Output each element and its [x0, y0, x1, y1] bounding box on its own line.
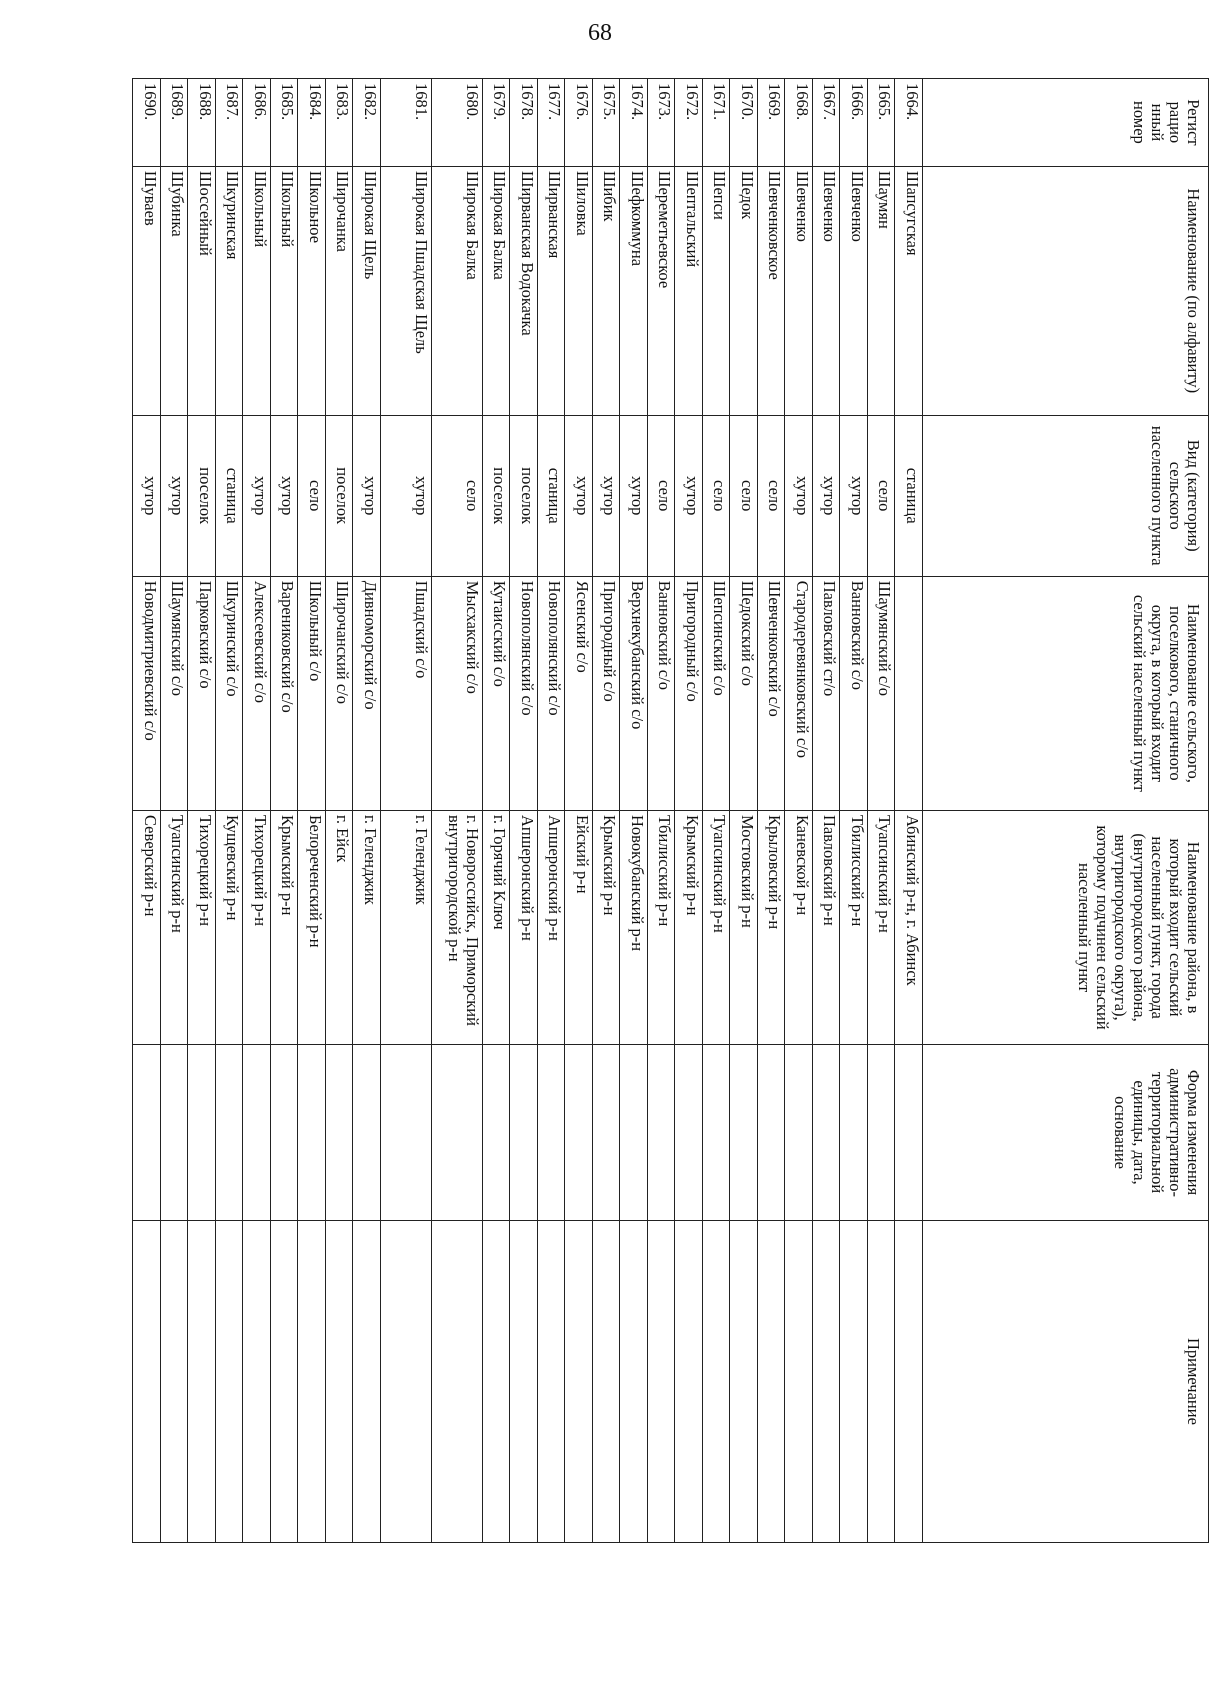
cell-note: [326, 1220, 354, 1542]
cell-note: [432, 1220, 483, 1542]
cell-num: 1675.: [593, 79, 621, 167]
cell-num: 1686.: [243, 79, 271, 167]
cell-note: [565, 1220, 593, 1542]
cell-num: 1665.: [868, 79, 896, 167]
cell-name: Широкая Щель: [353, 166, 381, 415]
cell-num: 1679.: [483, 79, 511, 167]
header-name: Наименование (по алфавиту): [923, 166, 1209, 415]
cell-note: [840, 1220, 868, 1542]
cell-district: Ейский р-н: [565, 810, 593, 1044]
cell-form: [432, 1045, 483, 1221]
cell-district: Тбилисский р-н: [840, 810, 868, 1044]
table-row: [785, 79, 813, 1543]
cell-note: [538, 1220, 566, 1542]
table-header-row: [923, 79, 1209, 1543]
cell-form: [326, 1045, 354, 1221]
cell-form: [483, 1045, 511, 1221]
cell-rural-okrug: Шедокский с/о: [730, 576, 758, 810]
cell-name: Шевченко: [785, 166, 813, 415]
cell-form: [675, 1045, 703, 1221]
cell-type: село: [703, 415, 731, 576]
cell-form: [538, 1045, 566, 1221]
table-body: [133, 79, 923, 1543]
cell-type: станица: [895, 415, 923, 576]
cell-rural-okrug: Алексеевский с/о: [243, 576, 271, 810]
cell-district: Крыловский р-н: [758, 810, 786, 1044]
cell-note: [675, 1220, 703, 1542]
cell-num: 1676.: [565, 79, 593, 167]
cell-num: 1677.: [538, 79, 566, 167]
table-row: [271, 79, 299, 1543]
cell-type: село: [298, 415, 326, 576]
cell-district: г. Геленджик: [353, 810, 381, 1044]
table-row: [161, 79, 189, 1543]
table-row: [326, 79, 354, 1543]
cell-note: [648, 1220, 676, 1542]
cell-type: поселок: [510, 415, 538, 576]
cell-name: Ширванская Водокачка: [510, 166, 538, 415]
cell-rural-okrug: Школьный с/о: [298, 576, 326, 810]
cell-district: Новокубанский р-н: [620, 810, 648, 1044]
cell-type: станица: [216, 415, 244, 576]
cell-district: Тихорецкий р-н: [243, 810, 271, 1044]
cell-note: [730, 1220, 758, 1542]
cell-note: [381, 1220, 432, 1542]
cell-name: Шуваев: [133, 166, 161, 415]
cell-type: хутор: [620, 415, 648, 576]
cell-district: г. Ейск: [326, 810, 354, 1044]
cell-rural-okrug: Ясенский с/о: [565, 576, 593, 810]
table-row: [840, 79, 868, 1543]
cell-note: [813, 1220, 841, 1542]
cell-name: Школьный: [271, 166, 299, 415]
cell-district: Павловский р-н: [813, 810, 841, 1044]
table-row: [593, 79, 621, 1543]
page-number: 68: [588, 20, 612, 46]
cell-num: 1681.: [381, 79, 432, 167]
cell-name: Шаумян: [868, 166, 896, 415]
cell-note: [243, 1220, 271, 1542]
cell-district: Туапсинский р-н: [868, 810, 896, 1044]
cell-type: хутор: [813, 415, 841, 576]
cell-note: [868, 1220, 896, 1542]
cell-note: [161, 1220, 189, 1542]
header-rural-okrug: Наименование сельского, поселкового, станичного округа, в который входит сельский населенный пункт: [923, 576, 1209, 810]
table-row: [813, 79, 841, 1543]
cell-num: 1668.: [785, 79, 813, 167]
settlement-registry-table: [133, 78, 1209, 1543]
cell-num: 1666.: [840, 79, 868, 167]
cell-rural-okrug: Пригородный с/о: [675, 576, 703, 810]
cell-num: 1689.: [161, 79, 189, 167]
cell-note: [895, 1220, 923, 1542]
cell-rural-okrug: Новодмитриевский с/о: [133, 576, 161, 810]
cell-note: [216, 1220, 244, 1542]
cell-num: 1680.: [432, 79, 483, 167]
cell-name: Шапсугская: [895, 166, 923, 415]
cell-district: Крымский р-н: [271, 810, 299, 1044]
table-row: [353, 79, 381, 1543]
cell-name: Шепси: [703, 166, 731, 415]
table-row: [381, 79, 432, 1543]
cell-name: Шереметьевское: [648, 166, 676, 415]
cell-form: [188, 1045, 216, 1221]
cell-form: [271, 1045, 299, 1221]
cell-district: Северский р-н: [133, 810, 161, 1044]
cell-num: 1685.: [271, 79, 299, 167]
cell-note: [271, 1220, 299, 1542]
cell-name: Школьный: [243, 166, 271, 415]
cell-rural-okrug: Верхнекубанский с/о: [620, 576, 648, 810]
cell-type: село: [758, 415, 786, 576]
cell-district: Тбилисский р-н: [648, 810, 676, 1044]
cell-note: [758, 1220, 786, 1542]
cell-name: Шедок: [730, 166, 758, 415]
cell-name: Шефкоммуна: [620, 166, 648, 415]
cell-rural-okrug: Новополянский с/о: [510, 576, 538, 810]
cell-district: Каневской р-н: [785, 810, 813, 1044]
cell-note: [785, 1220, 813, 1542]
cell-type: поселок: [483, 415, 511, 576]
cell-num: 1672.: [675, 79, 703, 167]
table-row: [510, 79, 538, 1543]
cell-note: [298, 1220, 326, 1542]
cell-name: Шубинка: [161, 166, 189, 415]
cell-type: хутор: [133, 415, 161, 576]
cell-rural-okrug: Дивноморский с/о: [353, 576, 381, 810]
cell-district: г. Горячий Ключ: [483, 810, 511, 1044]
cell-form: [648, 1045, 676, 1221]
cell-note: [133, 1220, 161, 1542]
table-row: [675, 79, 703, 1543]
cell-name: Школьное: [298, 166, 326, 415]
header-form: Форма изменения административно-территориальной единицы, дата, основание: [923, 1045, 1209, 1221]
table-row: [868, 79, 896, 1543]
cell-district: Туапсинский р-н: [161, 810, 189, 1044]
cell-form: [620, 1045, 648, 1221]
cell-rural-okrug: Варениковский с/о: [271, 576, 299, 810]
table-row: [895, 79, 923, 1543]
cell-type: село: [648, 415, 676, 576]
table-row: [648, 79, 676, 1543]
cell-form: [868, 1045, 896, 1221]
cell-name: Шоссейный: [188, 166, 216, 415]
cell-rural-okrug: Шаумянский с/о: [868, 576, 896, 810]
cell-num: 1687.: [216, 79, 244, 167]
cell-num: 1667.: [813, 79, 841, 167]
cell-district: Кущевский р-н: [216, 810, 244, 1044]
cell-type: поселок: [188, 415, 216, 576]
cell-type: хутор: [593, 415, 621, 576]
cell-note: [188, 1220, 216, 1542]
cell-name: Шевченковское: [758, 166, 786, 415]
rotated-table-stage: [141, 78, 1209, 1543]
table-row: [243, 79, 271, 1543]
cell-type: поселок: [326, 415, 354, 576]
cell-district: Абинский р-н, г. Абинск: [895, 810, 923, 1044]
cell-district: Крымский р-н: [675, 810, 703, 1044]
cell-rural-okrug: Шкуринский с/о: [216, 576, 244, 810]
cell-form: [298, 1045, 326, 1221]
cell-rural-okrug: Шевченковский с/о: [758, 576, 786, 810]
table-row: [620, 79, 648, 1543]
cell-rural-okrug: Ванновский с/о: [648, 576, 676, 810]
cell-rural-okrug: Пригородный с/о: [593, 576, 621, 810]
cell-rural-okrug: [895, 576, 923, 810]
cell-rural-okrug: Шаумянский с/о: [161, 576, 189, 810]
cell-rural-okrug: Стародеревянковский с/о: [785, 576, 813, 810]
header-num: Регист рацио нный номер: [923, 79, 1209, 167]
cell-num: 1684.: [298, 79, 326, 167]
cell-num: 1664.: [895, 79, 923, 167]
cell-rural-okrug: Широчанский с/о: [326, 576, 354, 810]
cell-type: село: [432, 415, 483, 576]
table-row: [216, 79, 244, 1543]
cell-num: 1690.: [133, 79, 161, 167]
cell-num: 1669.: [758, 79, 786, 167]
table-row: [565, 79, 593, 1543]
cell-type: хутор: [243, 415, 271, 576]
table-row: [133, 79, 161, 1543]
cell-name: Шибик: [593, 166, 621, 415]
cell-form: [243, 1045, 271, 1221]
cell-name: Шептальский: [675, 166, 703, 415]
cell-district: Апшеронский р-н: [538, 810, 566, 1044]
cell-type: хутор: [353, 415, 381, 576]
table-row: [483, 79, 511, 1543]
cell-name: Шкуринская: [216, 166, 244, 415]
cell-district: Апшеронский р-н: [510, 810, 538, 1044]
header-type: Вид (категория) сельского населенного пункта: [923, 415, 1209, 576]
cell-num: 1683.: [326, 79, 354, 167]
cell-form: [510, 1045, 538, 1221]
table-row: [730, 79, 758, 1543]
cell-district: Крымский р-н: [593, 810, 621, 1044]
cell-type: село: [868, 415, 896, 576]
cell-name: Широчанка: [326, 166, 354, 415]
cell-type: хутор: [840, 415, 868, 576]
cell-rural-okrug: Парковский с/о: [188, 576, 216, 810]
cell-form: [730, 1045, 758, 1221]
cell-type: хутор: [381, 415, 432, 576]
cell-form: [758, 1045, 786, 1221]
cell-form: [381, 1045, 432, 1221]
cell-num: 1671.: [703, 79, 731, 167]
cell-district: г. Геленджик: [381, 810, 432, 1044]
cell-name: Широкая Балка: [483, 166, 511, 415]
cell-num: 1673.: [648, 79, 676, 167]
cell-name: Шиловка: [565, 166, 593, 415]
cell-district: Тихорецкий р-н: [188, 810, 216, 1044]
cell-type: хутор: [271, 415, 299, 576]
cell-note: [353, 1220, 381, 1542]
cell-rural-okrug: Шепсинский с/о: [703, 576, 731, 810]
cell-type: хутор: [785, 415, 813, 576]
cell-num: 1688.: [188, 79, 216, 167]
cell-name: Широкая Балка: [432, 166, 483, 415]
cell-district: Белореченский р-н: [298, 810, 326, 1044]
cell-form: [133, 1045, 161, 1221]
cell-name: Широкая Пшадская Щель: [381, 166, 432, 415]
cell-form: [161, 1045, 189, 1221]
cell-form: [785, 1045, 813, 1221]
cell-note: [703, 1220, 731, 1542]
cell-name: Шевченко: [840, 166, 868, 415]
table-row: [758, 79, 786, 1543]
cell-num: 1674.: [620, 79, 648, 167]
cell-form: [565, 1045, 593, 1221]
cell-rural-okrug: Новополянский с/о: [538, 576, 566, 810]
cell-num: 1678.: [510, 79, 538, 167]
cell-form: [813, 1045, 841, 1221]
cell-form: [703, 1045, 731, 1221]
cell-rural-okrug: Павловский ст/о: [813, 576, 841, 810]
cell-form: [840, 1045, 868, 1221]
cell-name: Ширванская: [538, 166, 566, 415]
table-row: [188, 79, 216, 1543]
cell-type: село: [730, 415, 758, 576]
table-row: [538, 79, 566, 1543]
cell-rural-okrug: Пшадский с/о: [381, 576, 432, 810]
header-district: Наименование района, в который входит сельский населенный пункт, города (внутригородского района, внутригородского округа), которому подчинен сельский населенный пункт: [923, 810, 1209, 1044]
cell-type: хутор: [565, 415, 593, 576]
cell-num: 1682.: [353, 79, 381, 167]
cell-district: Туапсинский р-н: [703, 810, 731, 1044]
table-row: [703, 79, 731, 1543]
cell-type: станица: [538, 415, 566, 576]
cell-district: г. Новороссийск, Приморский внутригородской р-н: [432, 810, 483, 1044]
cell-name: Шевченко: [813, 166, 841, 415]
cell-form: [895, 1045, 923, 1221]
table-row: [298, 79, 326, 1543]
cell-form: [353, 1045, 381, 1221]
cell-note: [483, 1220, 511, 1542]
cell-note: [510, 1220, 538, 1542]
cell-type: хутор: [161, 415, 189, 576]
cell-form: [216, 1045, 244, 1221]
cell-note: [593, 1220, 621, 1542]
cell-rural-okrug: Мысхакский с/о: [432, 576, 483, 810]
header-note: Примечание: [923, 1220, 1209, 1542]
cell-rural-okrug: Ванновский с/о: [840, 576, 868, 810]
cell-num: 1670.: [730, 79, 758, 167]
cell-rural-okrug: Кутаисский с/о: [483, 576, 511, 810]
cell-form: [593, 1045, 621, 1221]
cell-district: Мостовский р-н: [730, 810, 758, 1044]
table-row: [432, 79, 483, 1543]
cell-note: [620, 1220, 648, 1542]
cell-type: хутор: [675, 415, 703, 576]
